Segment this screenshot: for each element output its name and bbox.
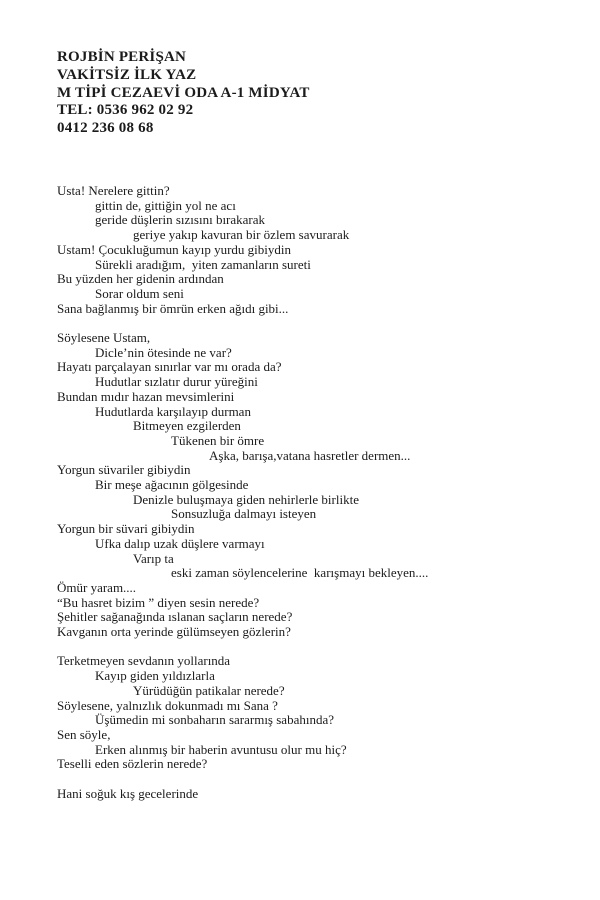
- poem-line: geriye yakıp kavuran bir özlem savurarak: [133, 227, 350, 243]
- poem-line: Yorgun süvariler gibiydin: [57, 462, 191, 478]
- poem-line: Teselli eden sözlerin nerede?: [57, 756, 208, 772]
- poem-line: Hudutlar sızlatır durur yüreğini: [95, 374, 258, 390]
- poem-line: Bitmeyen ezgilerden: [133, 418, 241, 434]
- poem-line: Üşümedin mi sonbaharın sararmış sabahında?: [95, 712, 334, 728]
- header-line: 0412 236 08 68: [57, 120, 154, 137]
- poem-stanza: [57, 184, 570, 316]
- poem-line: Şehitler sağanağında ıslanan saçların nerede?: [57, 609, 293, 625]
- poem-line: Sonsuzluğa dalmayı isteyen: [171, 506, 317, 522]
- poem-line: Sen söyle,: [57, 726, 111, 742]
- poem-line: Söylesene, yalnızlık dokunmadı mı Sana ?: [57, 697, 278, 713]
- poem-stanza: [57, 654, 570, 772]
- poem-line: Yürüdüğün patikalar nerede?: [133, 682, 285, 698]
- poem-line: Dicle’nin ötesinde ne var?: [95, 344, 232, 360]
- poem-line: Ufka dalıp uzak düşlere varmayı: [95, 535, 265, 551]
- poem-line: Erken alınmış bir haberin avuntusu olur mu hiç?: [95, 741, 347, 757]
- document-header: [57, 49, 570, 138]
- header-line: TEL: 0536 962 02 92: [57, 102, 194, 119]
- poem-line: Usta! Nerelere gittin?: [57, 182, 170, 198]
- poem-line: Bir meşe ağacının gölgesinde: [95, 477, 249, 493]
- poem-body: [57, 184, 570, 801]
- poem-line: Sana bağlanmış bir ömrün erken ağıdı gibi...: [57, 300, 289, 316]
- poem-line: Sorar oldum seni: [95, 285, 184, 301]
- poem-line: Söylesene Ustam,: [57, 330, 151, 345]
- poem-line: gittin de, gittiğin yol ne acı: [95, 197, 236, 213]
- poem-line: Denizle buluşmaya giden nehirlerle birlikte: [133, 491, 359, 507]
- header-line: ROJBİN PERİŞAN: [57, 49, 187, 65]
- poem-line: Ustam! Çocukluğumun kayıp yurdu gibiydin: [57, 241, 291, 257]
- poem-line: Terketmeyen sevdanın yollarında: [57, 653, 231, 669]
- poem-line: “Bu hasret bizim ” diyen sesin nerede?: [57, 594, 260, 610]
- poem-line: Kavganın orta yerinde gülümseyen gözlerin?: [57, 624, 291, 640]
- poem-line: Bundan mıdır hazan mevsimlerini: [57, 388, 235, 404]
- poem-line: Kayıp giden yıldızlarla: [95, 668, 215, 684]
- poem-line: Tükenen bir ömre: [171, 432, 265, 448]
- poem-line: geride düşlerin sızısını bırakarak: [95, 212, 266, 228]
- poem-line: Hayatı parçalayan sınırlar var mı orada da?: [57, 359, 282, 375]
- poem-line: Hudutlarda karşılayıp durman: [95, 403, 251, 419]
- poem-line: Sürekli aradığım, yiten zamanların sureti: [95, 256, 311, 272]
- poem-line: Varıp ta: [133, 550, 174, 566]
- poem-line: Hani soğuk kış gecelerinde: [57, 785, 199, 801]
- poem-line: Yorgun bir süvari gibiydin: [57, 521, 195, 537]
- header-line: VAKİTSİZ İLK YAZ: [57, 66, 197, 83]
- poem-stanza: [57, 331, 570, 640]
- poem-line: Ömür yaram....: [57, 579, 137, 595]
- poem-line: eski zaman söylencelerine karışmayı bekleyen....: [171, 565, 429, 581]
- poem-stanza: [57, 787, 570, 802]
- poem-line: Aşka, barışa,vatana hasretler dermen...: [209, 447, 411, 463]
- poem-line: Bu yüzden her gidenin ardından: [57, 271, 224, 287]
- header-line: M TİPİ CEZAEVİ ODA A-1 MİDYAT: [57, 84, 310, 101]
